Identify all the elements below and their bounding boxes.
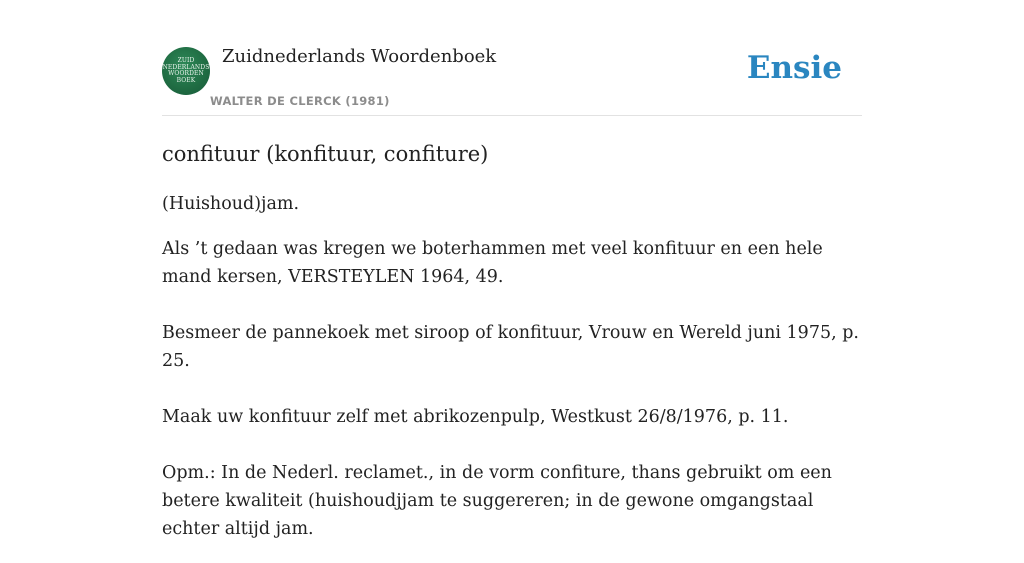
entry-content: [162, 138, 862, 563]
dictionary-logo[interactable]: [162, 47, 210, 95]
entry-headword: confituur (konfituur, confiture): [162, 142, 489, 166]
entry-remark: Opm.: In de Nederl. reclamet., in de vorm confiture, thans gebruikt om een betere kwaliteit (huishoudjjam te suggereren; in de gewone omgangstaal echter altijd jam.: [162, 463, 832, 539]
logo-text-line: BOEK: [176, 76, 196, 84]
dictionary-author: WALTER DE CLERCK (1981): [210, 94, 390, 108]
ensie-brand-link[interactable]: Ensie: [746, 50, 842, 86]
entry-citation: Als ’t gedaan was kregen we boterhammen met veel konfituur en een hele mand kersen, VERSTEYLEN 1964, 49.: [162, 239, 823, 287]
entry-citation: Maak uw konfituur zelf met abrikozenpulp, Westkust 26/8/1976, p. 11.: [162, 407, 789, 427]
entry-citation: Besmeer de pannekoek met siroop of konfituur, Vrouw en Wereld juni 1975, p. 25.: [162, 323, 859, 371]
dictionary-title[interactable]: Zuidnederlands Woordenboek: [222, 46, 497, 67]
header: [162, 40, 862, 116]
logo-text-line: WOORDEN: [168, 70, 204, 77]
logo-text-line: ZUID: [177, 57, 195, 64]
entry-definition: (Huishoud)jam.: [162, 194, 300, 214]
logo-text-line: NEDERLANDS: [162, 63, 210, 71]
